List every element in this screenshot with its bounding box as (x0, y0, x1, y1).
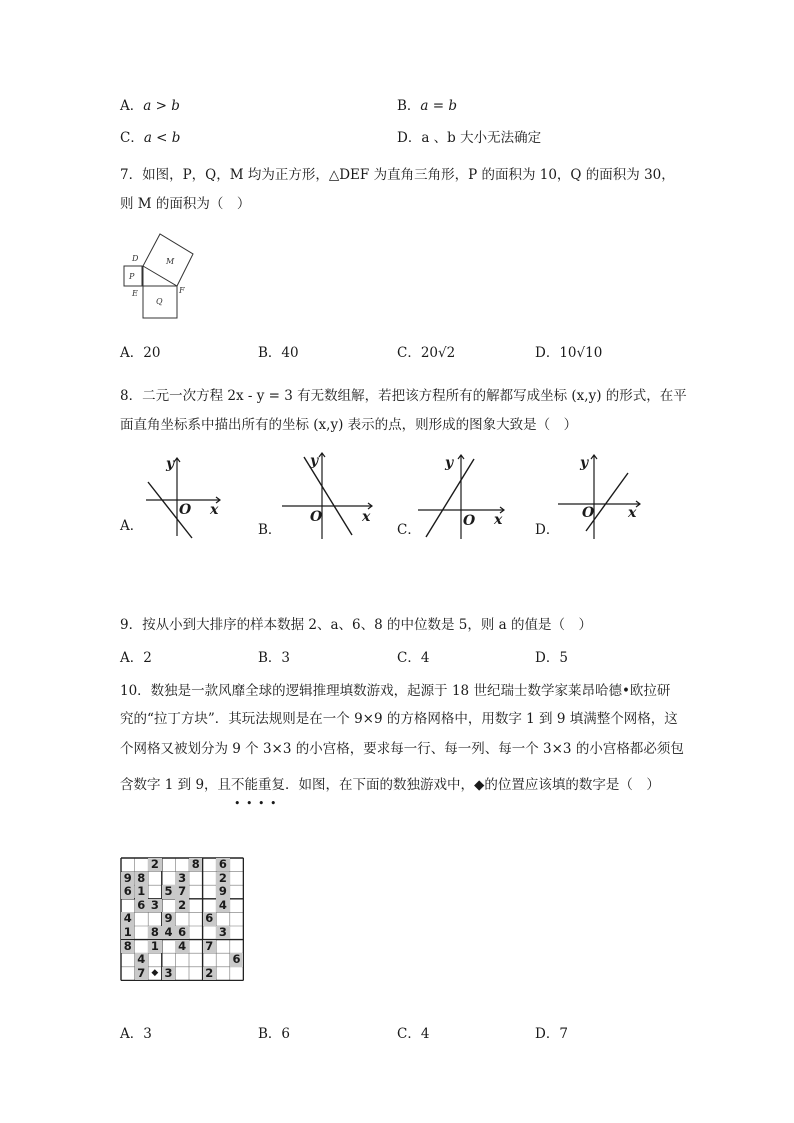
sudoku-cell (162, 953, 175, 966)
sudoku-cell (162, 858, 175, 871)
sudoku-cell (216, 912, 229, 925)
svg-text:x: x (628, 505, 637, 521)
q8-option-b-label[interactable]: B． (258, 522, 282, 538)
q7-stem-line2: 则 M 的面积为（ ） (120, 196, 251, 212)
sudoku-cell: 7 (203, 940, 216, 953)
q8-graph-c[interactable] (414, 451, 509, 541)
q10-option-d[interactable]: D．7 (535, 1026, 568, 1042)
q10-stem-line2: 究的“拉丁方块”．其玩法规则是在一个 9×9 的方格网格中，用数字 1 到 9 填满整个网格，这 (120, 711, 678, 727)
label-f: F (179, 286, 185, 295)
sudoku-cell (216, 940, 229, 953)
sudoku-cell (148, 885, 161, 898)
sudoku-cell (216, 967, 229, 980)
sudoku-cell (189, 967, 202, 980)
q6-option-a[interactable]: A．a > b (120, 98, 180, 114)
sudoku-cell (175, 953, 188, 966)
sudoku-cell (230, 926, 243, 939)
q10-stem-line3: 个网格又被划分为 9 个 3×3 的小宫格，要求每一行、每一列、每一个 3×3 的小宫格都必须包 (120, 741, 684, 757)
q7-figure (118, 228, 198, 320)
sudoku-cell: 5 (162, 885, 175, 898)
svg-text:y: y (445, 455, 454, 471)
sudoku-cell: 6 (175, 926, 188, 939)
sudoku-cell (121, 899, 134, 912)
sudoku-cell (189, 899, 202, 912)
q9-option-d[interactable]: D．5 (535, 650, 568, 666)
q7-stem-line1: 7．如图，P，Q，M 均为正方形，△DEF 为直角三角形，P 的面积为 10，Q 的面积为 30， (120, 167, 675, 183)
sudoku-cell (230, 872, 243, 885)
q10-stem-line4: 含数字 1 到 9，且不能重复．如图，在下面的数独游戏中，◆的位置应该填的数字是（ ） (120, 777, 660, 793)
sudoku-cell (230, 885, 243, 898)
q7-option-d[interactable]: D．10√10 (535, 345, 603, 361)
sudoku-cell: 6 (216, 858, 229, 871)
q8-stem-line2: 面直角坐标系中描出所有的坐标 (x,y) 表示的点，则形成的图象大致是（ ） (120, 417, 578, 433)
svg-text:O: O (179, 502, 192, 518)
sudoku-cell (203, 885, 216, 898)
q9-stem: 9．按从小到大排序的样本数据 2、a、6、8 的中位数是 5，则 a 的值是（ ） (120, 617, 592, 633)
sudoku-cell (162, 872, 175, 885)
svg-text:y: y (310, 453, 319, 469)
sudoku-cell (135, 926, 148, 939)
sudoku-cell (203, 858, 216, 871)
q6-option-c[interactable]: C．a < b (120, 130, 181, 146)
sudoku-cell (230, 967, 243, 980)
svg-text:x: x (362, 509, 371, 525)
svg-text:O: O (463, 513, 476, 529)
sudoku-cell: 4 (162, 926, 175, 939)
sudoku-cell (230, 899, 243, 912)
svg-text:y: y (166, 456, 175, 472)
q7-option-a[interactable]: A．20 (120, 345, 161, 361)
sudoku-cell: 6 (203, 912, 216, 925)
q6-option-d[interactable]: D．a 、b 大小无法确定 (397, 130, 542, 146)
sudoku-cell (135, 940, 148, 953)
svg-text:O: O (310, 509, 323, 525)
sudoku-target-cell: ◆ (151, 967, 159, 978)
sudoku-cell: 6 (230, 953, 243, 966)
svg-text:y: y (580, 455, 589, 471)
q8-option-a-label[interactable]: A． (120, 518, 144, 534)
q10-option-b[interactable]: B．6 (258, 1026, 291, 1042)
sudoku-cell: 2 (203, 967, 216, 980)
sudoku-cell: 3 (148, 899, 161, 912)
sudoku-grid (120, 857, 244, 981)
sudoku-cell: 2 (148, 858, 161, 871)
q8-graph-b[interactable] (280, 449, 375, 541)
q8-graph-d[interactable] (556, 451, 646, 541)
sudoku-cell: 6 (135, 899, 148, 912)
sudoku-cell (189, 940, 202, 953)
svg-text:x: x (210, 502, 219, 518)
q6-option-b[interactable]: B．a = b (397, 98, 458, 114)
sudoku-cell (203, 899, 216, 912)
q8-graph-a[interactable] (140, 452, 225, 540)
sudoku-cell (175, 858, 188, 871)
sudoku-cell: 9 (162, 912, 175, 925)
label-m: M (166, 257, 175, 266)
sudoku-cell: 4 (135, 953, 148, 966)
sudoku-cell (230, 940, 243, 953)
sudoku-cell: 8 (135, 872, 148, 885)
sudoku-cell (162, 940, 175, 953)
sudoku-cell: 6 (121, 885, 134, 898)
sudoku-cell (175, 912, 188, 925)
q9-option-a[interactable]: A．2 (120, 650, 152, 666)
sudoku-cell (189, 926, 202, 939)
sudoku-cell: 3 (216, 926, 229, 939)
label-p: P (129, 272, 135, 281)
sudoku-cell: 8 (189, 858, 202, 871)
sudoku-cell: 4 (175, 940, 188, 953)
sudoku-cell: 7 (175, 885, 188, 898)
q10-option-a[interactable]: A．3 (120, 1026, 152, 1042)
sudoku-cell (121, 953, 134, 966)
q7-option-c[interactable]: C．20√2 (397, 345, 456, 361)
sudoku-cell: 9 (121, 872, 134, 885)
sudoku-cell: 2 (216, 872, 229, 885)
svg-text:x: x (494, 512, 503, 528)
sudoku-cell (230, 858, 243, 871)
q9-option-b[interactable]: B．3 (258, 650, 291, 666)
sudoku-cell: 8 (148, 926, 161, 939)
sudoku-cell (148, 912, 161, 925)
label-d: D (132, 254, 139, 263)
sudoku-cell (148, 953, 161, 966)
label-e: E (132, 289, 138, 298)
sudoku-cell: 1 (121, 926, 134, 939)
sudoku-cell (230, 912, 243, 925)
sudoku-cell (135, 912, 148, 925)
sudoku-cell: 3 (175, 872, 188, 885)
sudoku-cell: 1 (135, 885, 148, 898)
q8-option-d-label[interactable]: D． (535, 522, 560, 538)
q9-option-c[interactable]: C．4 (397, 650, 430, 666)
sudoku-cell (121, 858, 134, 871)
sudoku-cell (203, 953, 216, 966)
q10-option-c[interactable]: C．4 (397, 1026, 430, 1042)
sudoku-cell (216, 953, 229, 966)
q10-stem-line1: 10．数独是一款风靡全球的逻辑推理填数游戏，起源于 18 世纪瑞士数学家莱昂哈德•欧拉研 (120, 683, 671, 699)
label-q: Q (156, 297, 163, 306)
sudoku-cell (203, 872, 216, 885)
sudoku-cell: 4 (121, 912, 134, 925)
q7-option-b[interactable]: B．40 (258, 345, 299, 361)
sudoku-cell: 3 (162, 967, 175, 980)
q8-option-c-label[interactable]: C． (397, 522, 421, 538)
sudoku-cell: 2 (175, 899, 188, 912)
svg-text:O: O (582, 505, 595, 521)
sudoku-cell (189, 912, 202, 925)
sudoku-cell (189, 885, 202, 898)
emphasis-dots: • • • • (234, 797, 278, 810)
sudoku-cell: 4 (216, 899, 229, 912)
sudoku-cell: 7 (135, 967, 148, 980)
sudoku-cell (189, 953, 202, 966)
q8-stem-line1: 8．二元一次方程 2x - y = 3 有无数组解，若把该方程所有的解都写成坐标 (x,y) 的形式，在平 (120, 388, 687, 404)
sudoku-cell (148, 872, 161, 885)
sudoku-cell (162, 899, 175, 912)
sudoku-cell: 9 (216, 885, 229, 898)
sudoku-cell (175, 967, 188, 980)
sudoku-cell: 1 (148, 940, 161, 953)
sudoku-cell (203, 926, 216, 939)
sudoku-cell: 8 (121, 940, 134, 953)
sudoku-cell (189, 872, 202, 885)
sudoku-cell (135, 858, 148, 871)
sudoku-cell (121, 967, 134, 980)
